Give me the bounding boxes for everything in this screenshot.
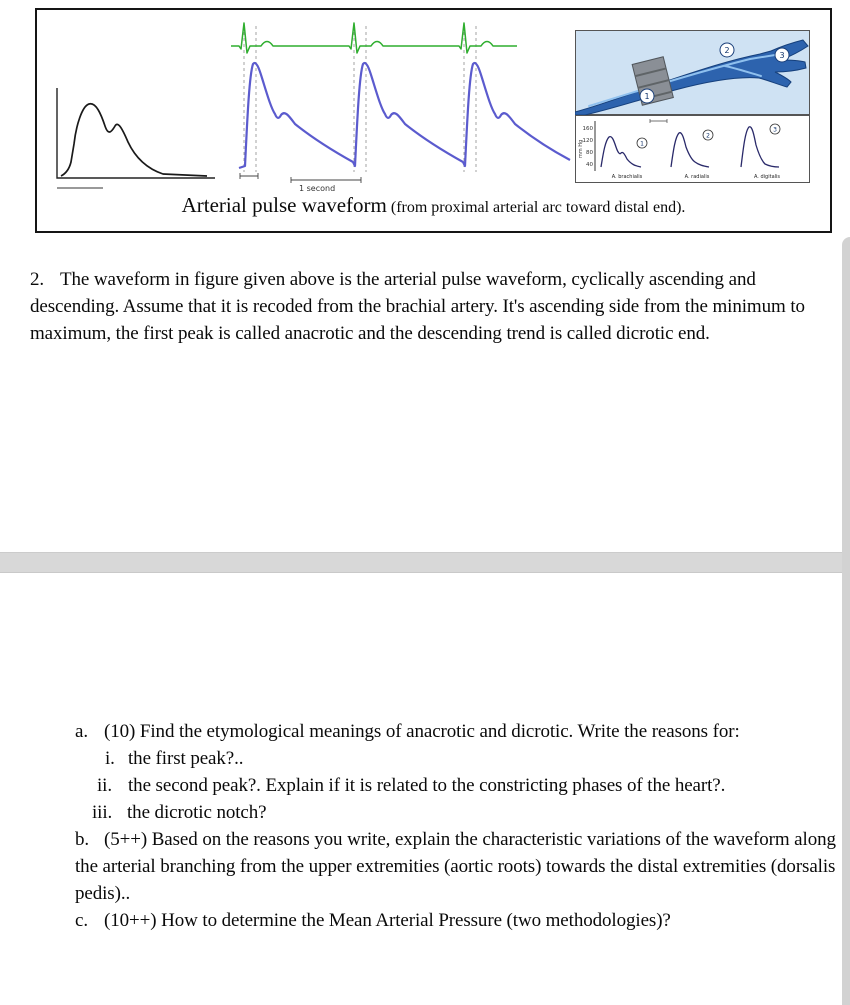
subquestion-ii-text: the second peak?. Explain if it is related to the constricting phases of the heart?.	[128, 775, 726, 796]
subquestion-list	[75, 718, 837, 934]
subquestion-ii	[97, 772, 837, 799]
question-paragraph	[30, 266, 830, 347]
subquestion-i-text: the first peak?..	[128, 748, 244, 769]
label-radialis: A. radialis	[684, 174, 710, 180]
subquestion-iii-marker: iii.	[92, 802, 113, 823]
chart-marker-1: 1	[640, 140, 644, 148]
figure-caption-detail: (from proximal arterial arc toward distal end).	[386, 199, 686, 216]
pulse-sketch-figure	[45, 70, 225, 203]
figure-right-column	[575, 30, 810, 183]
label-brachialis: A. brachialis	[611, 174, 643, 180]
ecg-pulse-figure	[225, 16, 573, 199]
ytick-40: 40	[586, 162, 593, 168]
arm-marker-1: 1	[644, 92, 650, 101]
subquestion-b-text: (5++) Based on the reasons you write, explain the characteristic variations of the waveform along the arterial branching from the upper extremities (aortic roots) towards the distal extremities (dorsalis pedis)..	[75, 829, 836, 904]
time-scale-label: 1 second	[299, 184, 336, 193]
subquestion-c	[75, 907, 837, 934]
subquestion-i-marker: i.	[105, 748, 115, 769]
page-divider	[0, 552, 850, 573]
subquestion-i	[105, 745, 837, 772]
subquestion-a	[75, 718, 837, 745]
subquestion-a-marker: a.	[75, 721, 88, 742]
pulse-sketch-svg	[45, 70, 225, 198]
subquestion-c-text: (10++) How to determine the Mean Arterial Pressure (two methodologies)?	[104, 910, 671, 931]
ecg-trace	[231, 23, 517, 53]
ytick-160: 160	[582, 126, 593, 132]
subquestion-b-marker: b.	[75, 829, 90, 850]
arterial-waveforms-chart	[575, 115, 810, 183]
ytick-80: 80	[586, 150, 593, 156]
subquestion-c-marker: c.	[75, 910, 88, 931]
figure-box	[35, 8, 832, 233]
arm-illustration	[575, 30, 810, 115]
pulse-trace	[239, 63, 570, 168]
chart-ylabel: mm Hg	[578, 139, 584, 159]
subquestion-iii	[92, 799, 837, 826]
subquestion-a-text: (10) Find the etymological meanings of anacrotic and dicrotic. Write the reasons for:	[104, 721, 740, 742]
page-edge-strip	[842, 237, 850, 1005]
arm-marker-3: 3	[779, 51, 785, 60]
arm-marker-2: 2	[724, 46, 730, 55]
subquestion-ii-marker: ii.	[97, 775, 113, 796]
figure-caption	[37, 193, 830, 218]
chart-marker-3: 3	[773, 126, 777, 134]
ytick-120: 120	[582, 138, 593, 144]
figure-caption-title: Arterial pulse waveform	[181, 193, 387, 217]
question-text: The waveform in figure given above is the arterial pulse waveform, cyclically ascending and descending. Assume that it is recoded from the brachial artery. It's ascending side from the minimum to maximum, the first peak is called anacrotic and the descending trend is called dicrotic end.	[30, 269, 805, 344]
chart-marker-2: 2	[706, 132, 710, 140]
question-number: 2.	[30, 269, 45, 290]
subquestion-iii-text: the dicrotic notch?	[127, 802, 267, 823]
label-digitalis: A. digitalis	[753, 174, 781, 180]
subquestion-b	[75, 826, 837, 907]
ecg-pulse-svg	[225, 16, 573, 194]
